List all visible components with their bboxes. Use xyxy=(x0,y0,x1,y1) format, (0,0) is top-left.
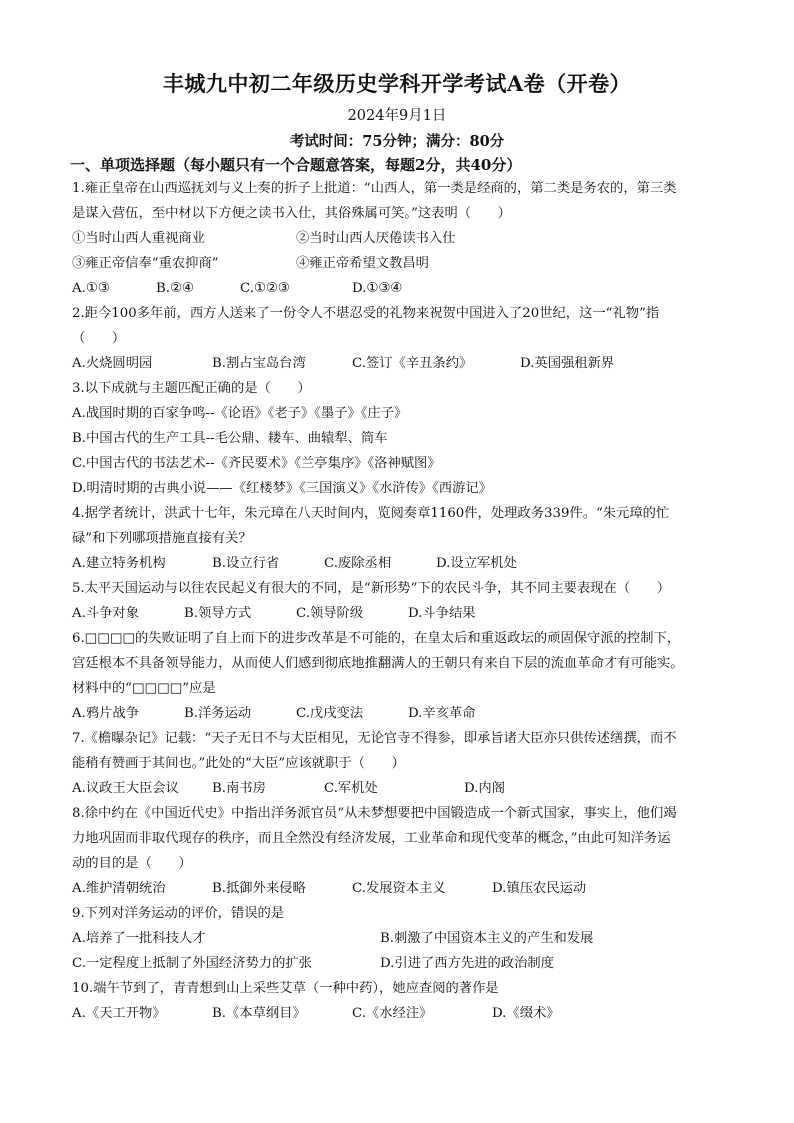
question-10-line-1: 10.端午节到了，青青想到山上采些艾草（一种中药），她应查阅的著作是 xyxy=(72,981,499,996)
question-4-line-2: 碌”和下列哪项措施直接有关？ xyxy=(72,531,252,546)
question-4-option-d: D.设立军机处 xyxy=(436,556,517,571)
exam-title: 丰城九中初二年级历史学科开学考试A卷（开卷） xyxy=(162,71,632,96)
question-6-option-a: A.鸦片战争 xyxy=(72,706,140,721)
question-1-statement-2: ②当时山西人厌倦读书入仕 xyxy=(296,231,456,246)
question-2-option-d: D.英国强租新界 xyxy=(520,356,615,371)
question-5-option-a: A.斗争对象 xyxy=(72,606,140,621)
question-2-option-b: B.割占宝岛台湾 xyxy=(212,356,306,371)
question-3-option-a: A.战国时期的百家争鸣--《论语》《老子》《墨子》《庄子》 xyxy=(72,406,408,421)
question-1-statement-4: ④雍正帝希望文教昌明 xyxy=(296,256,429,271)
question-1-statement-1: ①当时山西人重视商业 xyxy=(72,231,205,246)
question-6-line-2: 宫廷根本不具备领导能力，从而使人们感到彻底地推翻满人的王朝只有来自下层的流血革命才有可能实。 xyxy=(72,656,684,671)
question-2-line-2: （ ） xyxy=(72,331,126,346)
question-7-option-a: A.议政王大臣会议 xyxy=(72,781,179,796)
question-9-option-b: B.刺激了中国资本主义的产生和发展 xyxy=(380,931,594,946)
question-9-option-d: D.引进了西方先进的政治制度 xyxy=(380,956,554,971)
question-2-option-a: A.火烧圆明园 xyxy=(72,356,153,371)
question-8-line-3: 动的目的是（ ） xyxy=(72,856,192,871)
question-3-option-c: C.中国古代的书法艺术--《齐民要术》《兰亭集序》《洛神赋图》 xyxy=(72,456,441,471)
question-5-line-1: 5.太平天国运动与以往农民起义有很大的不同，是“新形势”下的农民斗争，其不同主要表现在（ ） xyxy=(72,581,671,596)
question-8-line-1: 8.徐中约在《中国近代史》中指出洋务派官员“从未梦想要把中国锻造成一个新式国家，事实上，他们竭 xyxy=(72,806,677,821)
question-5-option-c: C.领导阶级 xyxy=(296,606,364,621)
question-6-option-c: C.戊戌变法 xyxy=(296,706,364,721)
exam-time-score: 考试时间：75分钟；满分：80分 xyxy=(289,133,505,150)
question-8-option-b: B.抵御外来侵略 xyxy=(212,881,306,896)
exam-date: 2024年9月1日 xyxy=(347,108,447,124)
question-9-line-1: 9.下列对洋务运动的评价，错误的是 xyxy=(72,906,285,921)
question-6-option-d: D.辛亥革命 xyxy=(408,706,476,721)
question-3-line-1: 3.以下成就与主题匹配正确的是（ ） xyxy=(72,381,311,396)
question-4-line-1: 4.据学者统计，洪武十七年，朱元璋在八天时间内，览阅奏章1160件，处理政务339件。“朱元璋的忙 xyxy=(72,506,670,521)
question-1-option-b: B.②④ xyxy=(156,281,194,296)
question-8-line-2: 力地巩固而非取代现存的秩序，而且全然没有经济发展，工业革命和现代变革的概念，”由此可知洋务运 xyxy=(72,831,671,846)
question-7-option-c: C.军机处 xyxy=(324,781,378,796)
question-1-line-2: 是谋入营伍，至中材以下方便之读书入仕，其俗殊属可笑。”这表明（ ） xyxy=(72,206,511,221)
question-2-line-1: 2.距今100多年前，西方人送来了一份令人不堪忍受的礼物来祝贺中国进入了20世纪，这一“礼物”指 xyxy=(72,306,660,321)
question-4-option-c: C.废除丞相 xyxy=(324,556,392,571)
question-6-line-3: 材料中的“□□□□”应是 xyxy=(72,681,216,696)
question-7-option-b: B.南书房 xyxy=(212,781,266,796)
question-7-line-1: 7.《檐曝杂记》记载：“天子无日不与大臣相见，无论官寺不得参，即承旨诸大臣亦只供传述缮撰，而不 xyxy=(72,731,677,746)
question-9-option-c: C.一定程度上抵制了外国经济势力的扩张 xyxy=(72,956,312,971)
question-6-line-1: 6.□□□□的失败证明了自上而下的进步改革是不可能的，在皇太后和重返政坛的顽固保守派的控制下， xyxy=(72,631,681,646)
question-7-line-2: 能稍有赞画于其间也。”此处的“大臣”应该就职于（ ） xyxy=(72,756,405,771)
question-10-option-c: C.《水经注》 xyxy=(352,1006,433,1021)
question-8-option-a: A.维护清朝统治 xyxy=(72,881,166,896)
question-1-line-1: 1.雍正皇帝在山西巡抚刘与义上奏的折子上批道：“山西人，第一类是经商的，第二类是务农的，第三类 xyxy=(72,181,677,196)
question-3-option-d: D.明清时期的古典小说——《红楼梦》《三国演义》《水浒传》《西游记》 xyxy=(72,481,492,496)
question-4-option-b: B.设立行省 xyxy=(212,556,280,571)
question-1-option-d: D.①③④ xyxy=(352,281,403,296)
question-6-option-b: B.洋务运动 xyxy=(184,706,252,721)
question-1-option-a: A.①③ xyxy=(72,281,110,296)
question-3-option-b: B.中国古代的生产工具--毛公鼎、耧车、曲辕犁、筒车 xyxy=(72,431,388,446)
question-5-option-b: B.领导方式 xyxy=(184,606,252,621)
section-heading: 一、单项选择题（每小题只有一个合题意答案，每题2分，共40分） xyxy=(70,156,522,174)
question-1-statement-3: ③雍正帝信奉“重农抑商” xyxy=(72,256,219,271)
question-8-option-d: D.镇压农民运动 xyxy=(492,881,587,896)
question-9-option-a: A.培养了一批科技人才 xyxy=(72,931,206,946)
question-10-option-b: B.《本草纲目》 xyxy=(212,1006,306,1021)
question-5-option-d: D.斗争结果 xyxy=(408,606,476,621)
question-7-option-d: D.内阁 xyxy=(464,781,506,796)
question-2-option-c: C.签订《辛丑条约》 xyxy=(352,356,473,371)
question-10-option-d: D.《缀术》 xyxy=(492,1006,560,1021)
question-8-option-c: C.发展资本主义 xyxy=(352,881,446,896)
question-4-option-a: A.建立特务机构 xyxy=(72,556,166,571)
question-1-option-c: C.①②③ xyxy=(240,281,290,296)
question-10-option-a: A.《天工开物》 xyxy=(72,1006,166,1021)
